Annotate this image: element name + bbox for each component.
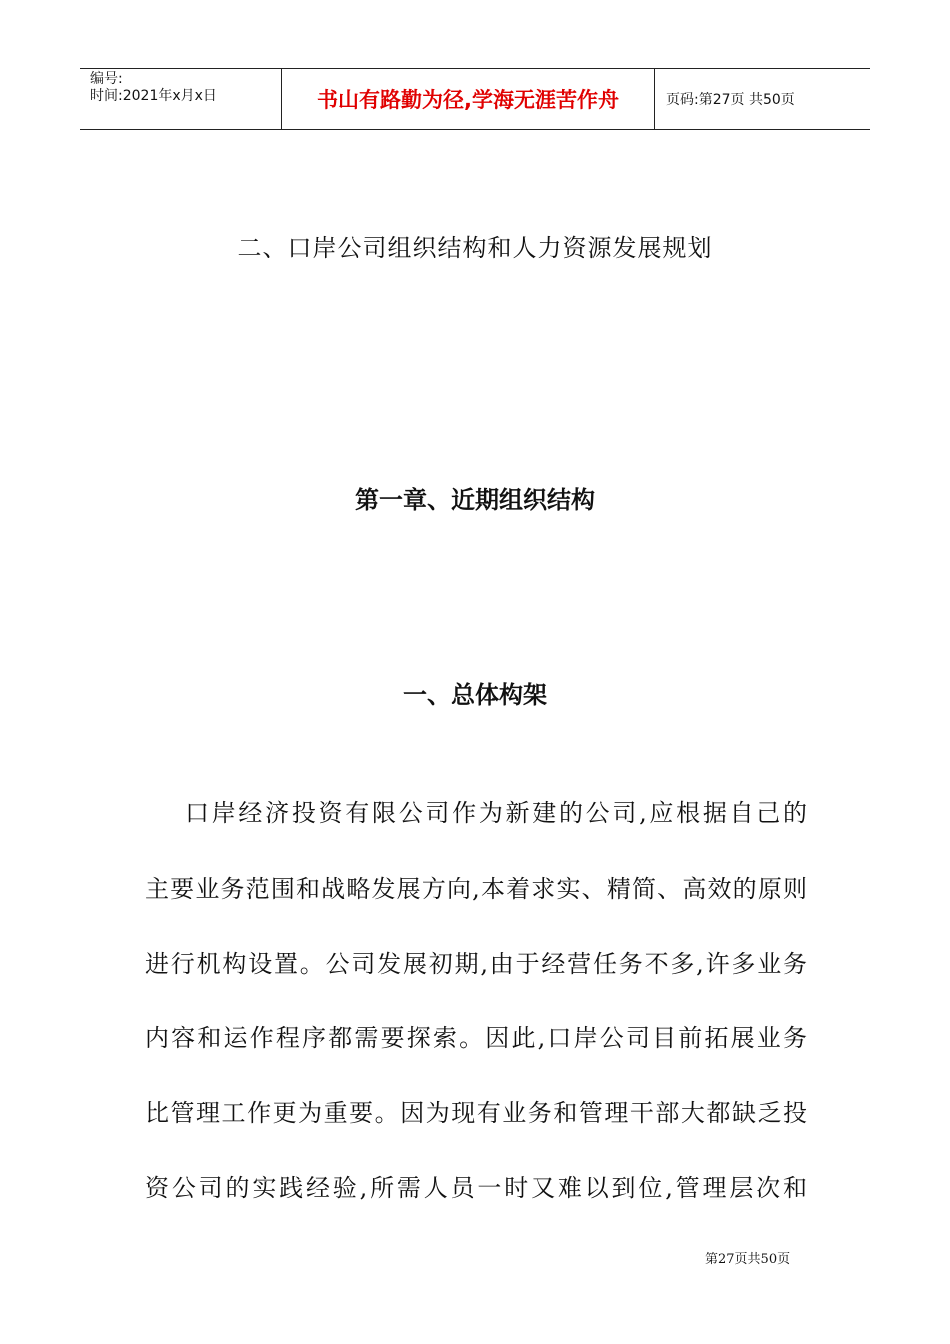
document-date: 时间:2021年x月x日 bbox=[90, 88, 217, 104]
header-motto: 书山有路勤为径,学海无涯苦作舟 bbox=[317, 88, 619, 112]
chapter-title: 第一章、近期组织结构 bbox=[355, 486, 595, 514]
header-divider bbox=[654, 69, 655, 129]
document-header bbox=[80, 68, 870, 130]
section-title: 一、总体构架 bbox=[403, 681, 547, 709]
paragraph-line: 口岸经济投资有限公司作为新建的公司,应根据自己的 bbox=[185, 799, 807, 827]
paragraph-line: 比管理工作更为重要。因为现有业务和管理干部大都缺乏投 bbox=[145, 1099, 807, 1127]
header-page-info: 页码:第27页 共50页 bbox=[666, 92, 795, 108]
paragraph-line: 主要业务范围和战略发展方向,本着求实、精简、高效的原则 bbox=[145, 875, 807, 903]
main-title: 二、口岸公司组织结构和人力资源发展规划 bbox=[237, 234, 713, 262]
footer-page-number: 第27页共50页 bbox=[705, 1252, 791, 1267]
document-number-label: 编号: bbox=[90, 71, 123, 87]
header-meta bbox=[90, 69, 280, 129]
paragraph-line: 进行机构设置。公司发展初期,由于经营任务不多,许多业务 bbox=[145, 950, 807, 978]
paragraph-line: 资公司的实践经验,所需人员一时又难以到位,管理层次和 bbox=[145, 1174, 807, 1202]
paragraph-line: 内容和运作程序都需要探索。因此,口岸公司目前拓展业务 bbox=[145, 1024, 807, 1052]
